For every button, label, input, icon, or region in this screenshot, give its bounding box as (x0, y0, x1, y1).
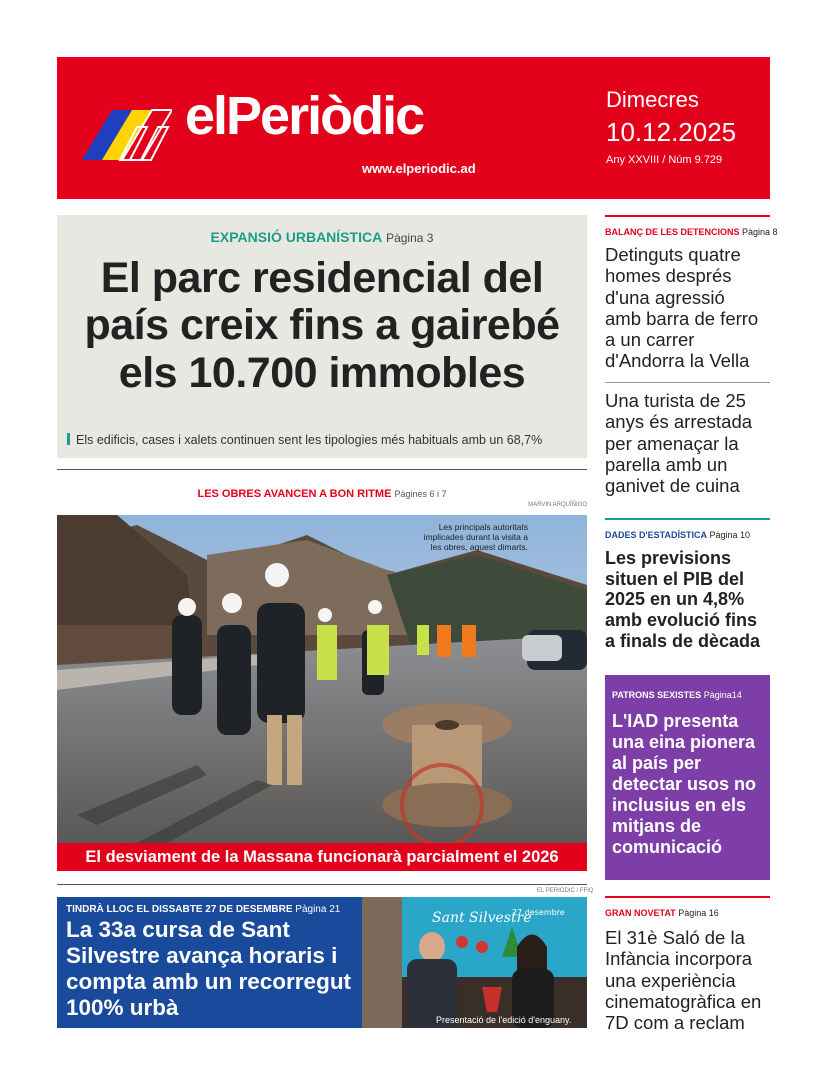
sidebar-story-children-fair[interactable]: El 31è Saló de la Infància incorpora una experiència cinematogràfica en 7D com a reclam (605, 927, 762, 1034)
sidebar-story-gdp[interactable]: Les previsions situen el PIB del 2025 en un 4,8% amb evolució fins a finals de dècada (605, 548, 761, 651)
photo-kicker-label: LES OBRES AVANCEN A BON RITME (197, 488, 392, 500)
photo-credit: MARVIN ARQUÍÑIGO (528, 502, 587, 508)
issue-weekday: Dimecres (606, 87, 699, 112)
newspaper-logo[interactable]: elPeriòdic (185, 86, 424, 146)
sidebar-kicker-label: PATRONS SEXISTES (612, 690, 702, 700)
lead-story[interactable] (57, 215, 587, 458)
sidebar-page-ref: Pàgina 8 (742, 227, 778, 237)
presentation-photo[interactable] (362, 897, 587, 1028)
section-divider (57, 469, 587, 470)
lead-kicker (57, 229, 587, 245)
lead-subtitle (67, 433, 583, 447)
sidebar-kicker-label: GRAN NOVETAT (605, 908, 676, 918)
bottom-kicker-label: TINDRÀ LLOC EL DISSABTE 27 DE DESEMBRE (66, 904, 293, 915)
sidebar-section-sexist-patterns (605, 675, 770, 880)
sidebar-page-ref: Pàgina 10 (709, 530, 751, 540)
accent-bar (67, 433, 70, 445)
section-divider (57, 884, 587, 885)
poster-title: Sant Silvestre (432, 910, 532, 926)
sidebar-page-ref: Pàgina 16 (678, 908, 719, 918)
sidebar-kicker-label: DADES D'ESTADÍSTICA (605, 530, 707, 540)
poster-date: 27 desembre (512, 908, 565, 917)
construction-site-image (57, 515, 587, 843)
section-topbar (605, 518, 770, 520)
lead-kicker-label: EXPANSIÓ URBANÍSTICA (210, 229, 383, 245)
sidebar-story-tourist[interactable]: Una turista de 25 anys és arrestada per amenaçar la parella amb un ganivet de cuina (605, 390, 753, 497)
masthead (57, 57, 770, 199)
sidebar-story-aggression[interactable]: Detinguts quatre homes després d'una agressió amb barra de ferro a un carrer d'Andorra la Vella (605, 244, 759, 372)
sidebar-kicker-label: BALANÇ DE LES DETENCIONS (605, 227, 740, 237)
photo-story-kicker (57, 488, 587, 500)
bottom-photo-credit: EL PERIÒDIC / FFIQ (537, 888, 594, 894)
andorra-flag-logo-icon (82, 82, 172, 172)
sidebar-kicker (605, 908, 719, 918)
section-topbar (605, 896, 770, 898)
construction-photo[interactable] (57, 515, 587, 843)
story-divider (605, 382, 770, 383)
website-url[interactable]: www.elperiodic.ad (362, 161, 476, 176)
presentation-image (362, 897, 587, 1028)
sidebar-kicker (612, 690, 742, 700)
sidebar-story-iad[interactable]: L'IAD presenta una eina pionera al país per detectar usos no inclusius en els mitjans de comunicació (612, 711, 757, 858)
bottom-page-ref: Pàgina 21 (295, 904, 341, 915)
issue-number: Any XXVIII / Núm 9.729 (606, 154, 723, 166)
photo-story-headline[interactable]: El desviament de la Massana funcionarà parcialment el 2026 (57, 843, 587, 871)
bottom-story[interactable] (57, 897, 362, 1028)
lead-headline[interactable]: El parc residencial del país creix fins a gairebé els 10.700 immobles (84, 254, 560, 397)
bottom-kicker (66, 904, 340, 915)
photo-caption: Les principals autoritats implicades durant la visita a les obres, aquest dimarts. (423, 522, 528, 552)
lead-subtitle-text: Els edificis, cases i xalets continuen sent les tipologies més habituals amb un 68,7% (76, 433, 543, 447)
section-topbar (605, 215, 770, 217)
lead-page-ref: Pàgina 3 (386, 231, 434, 245)
bottom-photo-caption: Presentació de l'edició d'enguany. (436, 1015, 572, 1025)
issue-date: 10.12.2025 (606, 117, 737, 147)
photo-page-ref: Pàgines 6 i 7 (394, 489, 447, 499)
sidebar-kicker (605, 530, 750, 540)
sidebar-page-ref: Pàgina14 (703, 690, 742, 700)
bottom-headline[interactable]: La 33a cursa de Sant Silvestre avança horaris i compta amb un recorregut 100% urbà (66, 917, 352, 1020)
sidebar-kicker (605, 227, 778, 237)
